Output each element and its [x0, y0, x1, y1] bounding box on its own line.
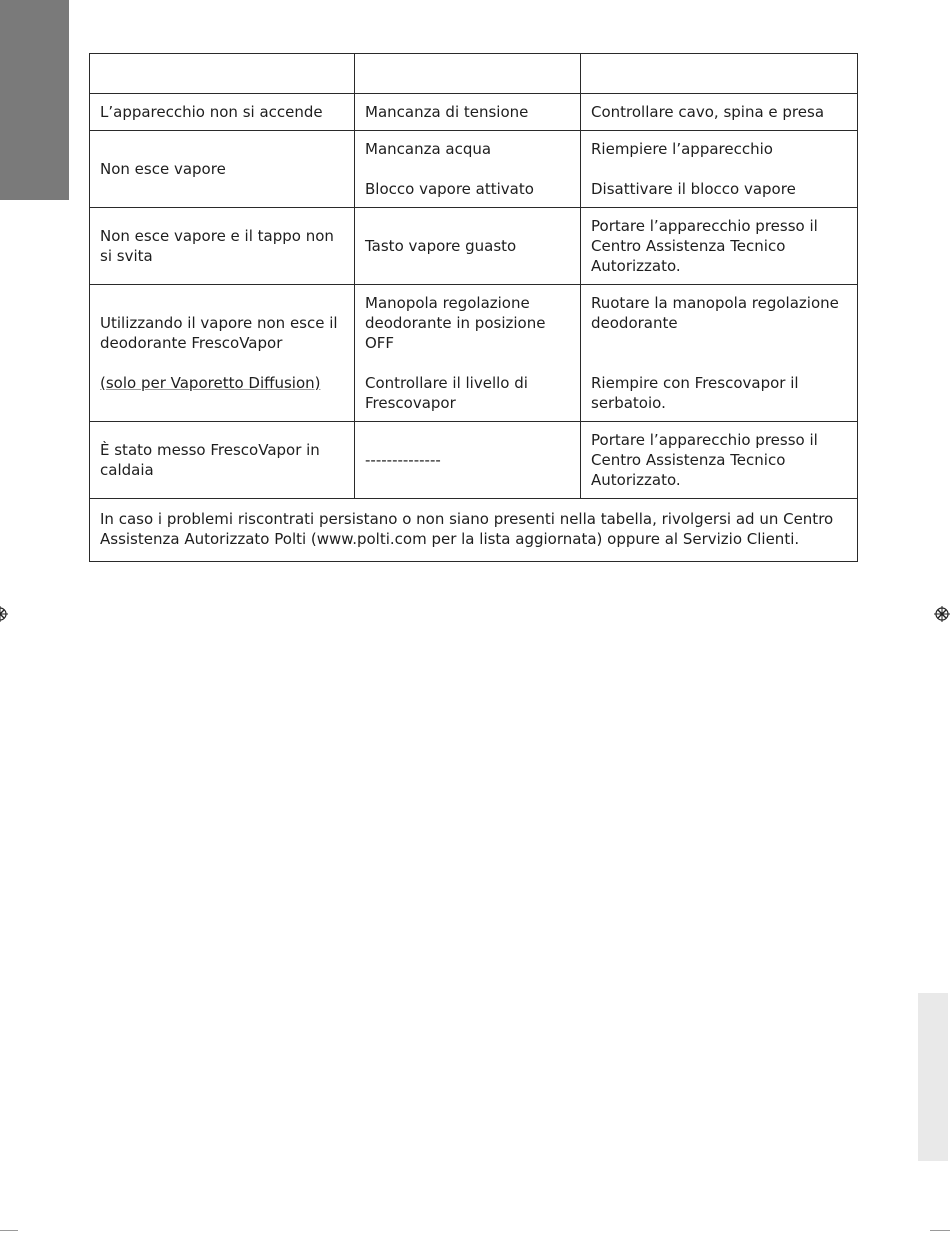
cause-cell [355, 131, 581, 208]
problem-note: (solo per Vaporetto Diffusion) [100, 374, 321, 392]
solution-text: Riempire con Frescovapor il serbatoio. [591, 374, 799, 412]
table-footer-row [90, 499, 858, 562]
problem-text: È stato messo FrescoVapor in caldaia [100, 441, 320, 479]
header-solution [581, 54, 858, 94]
solution-text: Disattivare il blocco vapore [591, 180, 796, 198]
cause-cell [355, 94, 581, 131]
solution-cell [581, 131, 858, 208]
problem-text: L’apparecchio non si accende [100, 103, 323, 121]
table-row [90, 285, 858, 422]
solution-text: Riempiere l’apparecchio [591, 140, 773, 158]
cause-text: Blocco vapore attivato [365, 180, 534, 198]
cause-text: Mancanza acqua [365, 140, 492, 158]
header-cause [355, 54, 581, 94]
cause-text: -------------- [365, 451, 441, 469]
table-header-row [90, 54, 858, 94]
solution-text: Ruotare la manopola regolazione deodorante [591, 294, 839, 332]
crop-mark [930, 1230, 950, 1231]
cause-text: Manopola regolazione deodorante in posizione OFF [365, 294, 546, 352]
problem-cell [90, 131, 355, 208]
solution-cell [581, 285, 858, 422]
registration-mark-icon [0, 606, 8, 622]
solution-cell [581, 422, 858, 499]
table-row [90, 208, 858, 285]
problem-text: Non esce vapore [100, 160, 226, 178]
cause-cell [355, 422, 581, 499]
problem-cell [90, 422, 355, 499]
cause-text: Tasto vapore guasto [365, 237, 517, 255]
problem-text: Utilizzando il vapore non esce il deodorante FrescoVapor [100, 314, 338, 352]
table-row [90, 422, 858, 499]
cause-cell [355, 285, 581, 422]
problem-cell [90, 94, 355, 131]
solution-cell [581, 94, 858, 131]
problem-cell [90, 208, 355, 285]
table-row [90, 131, 858, 208]
table-row [90, 94, 858, 131]
problem-cell [90, 285, 355, 422]
header-problem [90, 54, 355, 94]
crop-mark [0, 1230, 18, 1231]
registration-mark-icon [934, 606, 950, 622]
solution-text: Portare l’apparecchio presso il Centro Assistenza Tecnico Autorizzato. [591, 217, 818, 275]
footer-note: In caso i problemi riscontrati persistano o non siano presenti nella tabella, rivolgersi ad un Centro Assistenza Autorizzato Polti (www.polti.com per la lista aggiornata) oppure al Servizio Clienti. [90, 499, 858, 562]
side-tab-light [918, 993, 948, 1161]
cause-cell [355, 208, 581, 285]
solution-cell [581, 208, 858, 285]
solution-text: Controllare cavo, spina e presa [591, 103, 825, 121]
solution-text: Portare l’apparecchio presso il Centro Assistenza Tecnico Autorizzato. [591, 431, 818, 489]
cause-text: Controllare il livello di Frescovapor [365, 374, 528, 412]
problem-text: Non esce vapore e il tappo non si svita [100, 227, 334, 265]
troubleshooting-table [89, 53, 858, 562]
cause-text: Mancanza di tensione [365, 103, 529, 121]
side-tab-dark [0, 0, 69, 200]
